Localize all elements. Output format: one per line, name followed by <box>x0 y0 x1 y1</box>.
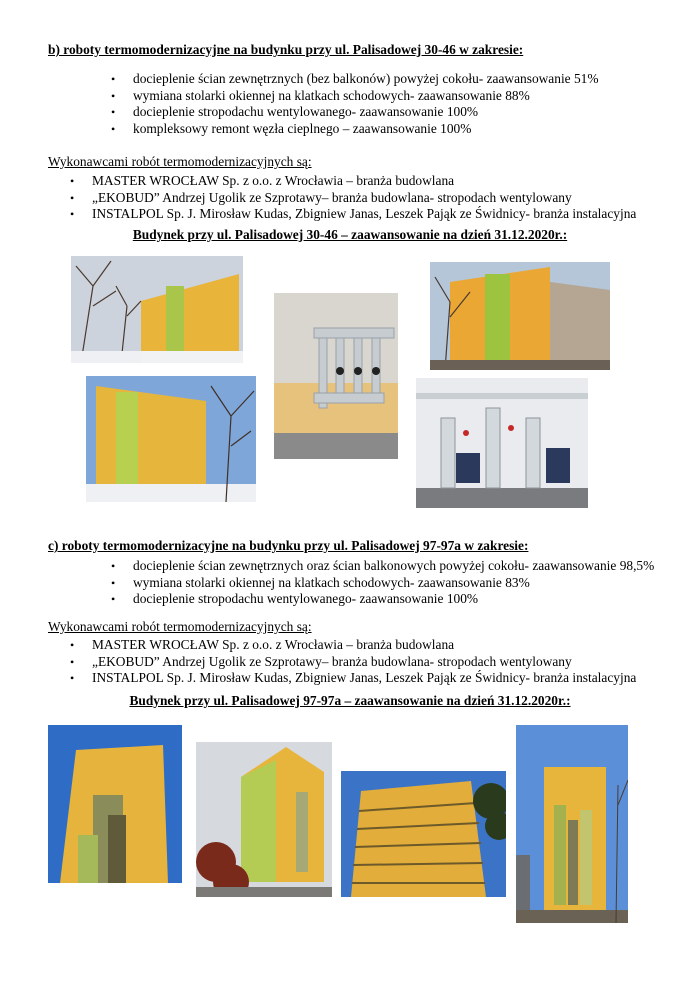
list-item: • docieplenie stropodachu wentylowanego- zaawansowanie 100% <box>133 104 599 121</box>
list-item: • „EKOBUD” Andrzej Ugolik ze Szprotawy– branża budowlana- stropodach wentylowany <box>92 190 636 207</box>
section-b-scope-list <box>133 71 599 137</box>
list-item: • „EKOBUD” Andrzej Ugolik ze Szprotawy– branża budowlana- stropodach wentylowany <box>92 654 636 671</box>
building-photo <box>86 376 256 502</box>
list-item: • INSTALPOL Sp. J. Mirosław Kudas, Zbigniew Janas, Leszek Pająk ze Świdnicy- branża instalacyjna <box>92 206 636 223</box>
section-c-contractors-list <box>92 637 636 687</box>
list-item: • INSTALPOL Sp. J. Mirosław Kudas, Zbigniew Janas, Leszek Pająk ze Świdnicy- branża instalacyjna <box>92 670 636 687</box>
building-photo <box>71 256 243 363</box>
section-b-contractors-list <box>92 173 636 223</box>
section-c-caption: Budynek przy ul. Palisadowej 97-97a – zaawansowanie na dzień 31.12.2020r.: <box>129 693 571 708</box>
list-item: • docieplenie stropodachu wentylowanego- zaawansowanie 100% <box>133 591 654 608</box>
section-c-heading: c) roboty termomodernizacyjne na budynku przy ul. Palisadowej 97-97a w zakresie: <box>48 538 529 553</box>
list-item: • kompleksowy remont węzła cieplnego – zaawansowanie 100% <box>133 121 599 138</box>
building-photo <box>430 262 610 370</box>
list-item: • wymiana stolarki okiennej na klatkach schodowych- zaawansowanie 83% <box>133 575 654 592</box>
heating-substation-photo <box>416 378 588 508</box>
section-b-caption: Budynek przy ul. Palisadowej 30-46 – zaawansowanie na dzień 31.12.2020r.: <box>132 227 568 242</box>
list-item: • wymiana stolarki okiennej na klatkach schodowych- zaawansowanie 88% <box>133 88 599 105</box>
heating-pipes-photo <box>274 293 398 459</box>
section-c-scope-list <box>133 558 654 608</box>
building-photo <box>516 725 628 923</box>
section-c-contractors-label: Wykonawcami robót termomodernizacyjnych są: <box>48 619 312 634</box>
list-item: • MASTER WROCŁAW Sp. z o.o. z Wrocławia – branża budowlana <box>92 637 636 654</box>
building-photo <box>341 771 506 897</box>
list-item: • MASTER WROCŁAW Sp. z o.o. z Wrocławia – branża budowlana <box>92 173 636 190</box>
section-b-contractors-label: Wykonawcami robót termomodernizacyjnych są: <box>48 154 312 169</box>
list-item: • docieplenie ścian zewnętrznych oraz ścian balkonowych powyżej cokołu- zaawansowanie 98,5% <box>133 558 654 575</box>
building-photo <box>48 725 182 883</box>
section-b-heading: b) roboty termomodernizacyjne na budynku przy ul. Palisadowej 30-46 w zakresie: <box>48 42 524 57</box>
list-item: • docieplenie ścian zewnętrznych (bez balkonów) powyżej cokołu- zaawansowanie 51% <box>133 71 599 88</box>
building-photo <box>196 742 332 897</box>
